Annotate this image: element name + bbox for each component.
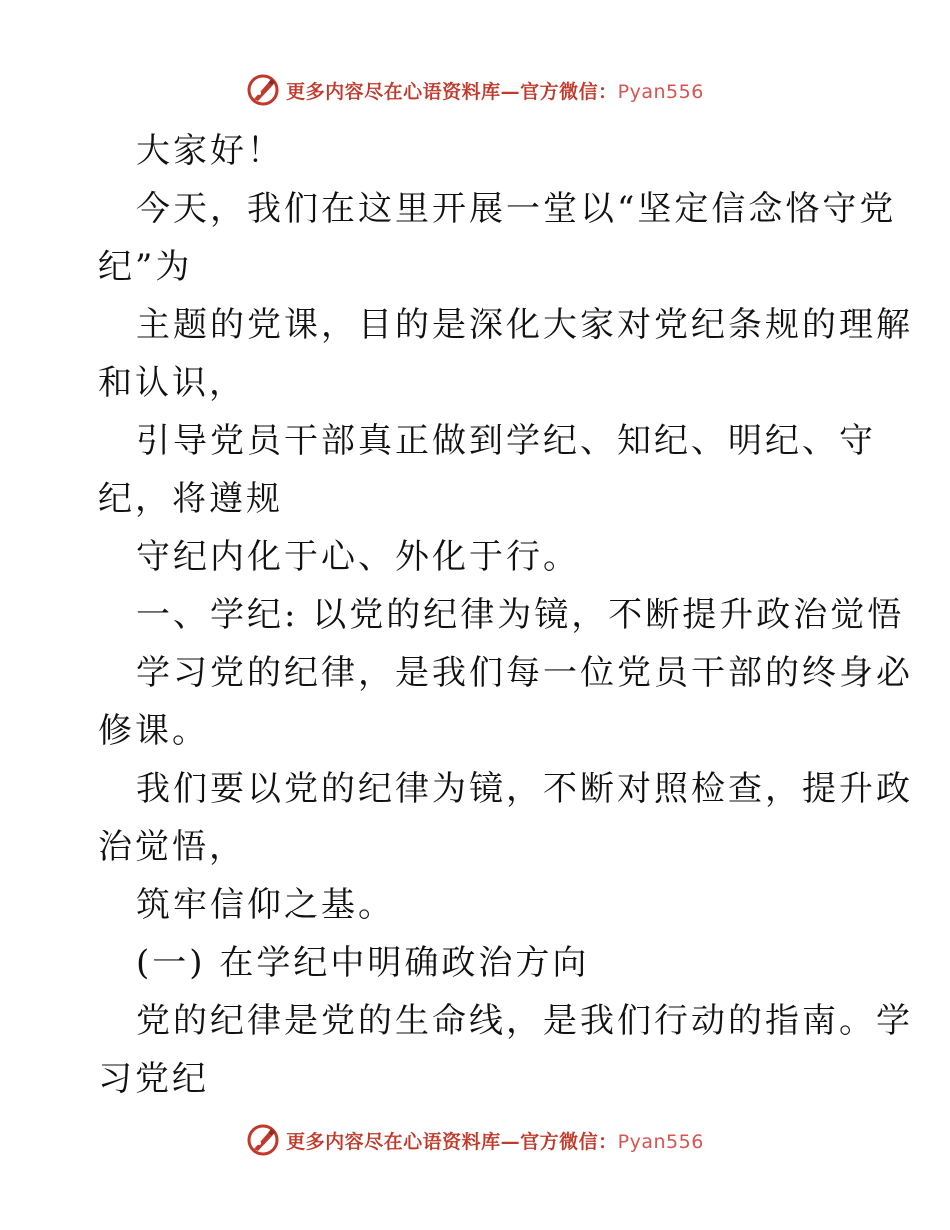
text-line: 党的纪律是党的生命线，是我们行动的指南。学: [136, 1001, 913, 1041]
pen-logo-icon: [246, 73, 280, 107]
text-line: 和认识，: [98, 363, 246, 403]
watermark-id: Pyan556: [617, 1130, 704, 1153]
watermark-id: Pyan556: [617, 80, 704, 103]
document-body: [98, 122, 913, 1108]
pen-logo-icon: [246, 1123, 280, 1157]
watermark-text: 更多内容尽在心语资料库—官方微信：: [286, 80, 618, 103]
text-line: 筑牢信仰之基。: [136, 885, 395, 925]
text-line: 修课。: [98, 711, 209, 751]
watermark-text: 更多内容尽在心语资料库—官方微信：: [286, 1130, 618, 1153]
text-line: 治觉悟，: [98, 827, 246, 867]
text-line: 大家好！: [136, 131, 284, 171]
text-line: 一、学纪: 以党的纪律为镜，不断提升政治觉悟: [136, 595, 905, 635]
text-line: 我们要以党的纪律为镜，不断对照检查，提升政: [136, 769, 913, 809]
text-line: 习党纪: [98, 1059, 209, 1099]
footer-watermark: [0, 1120, 950, 1160]
text-line: 学习党的纪律，是我们每一位党员干部的终身必: [136, 653, 913, 693]
text-line: (一) 在学纪中明确政治方向: [136, 943, 590, 983]
text-line: 主题的党课，目的是深化大家对党纪条规的理解: [136, 305, 913, 345]
text-line: 纪，将遵规: [98, 479, 283, 519]
text-line: 引导党员干部真正做到学纪、知纪、明纪、守: [136, 421, 876, 461]
text-line: 今天，我们在这里开展一堂以“坚定信念恪守党: [136, 189, 897, 229]
header-watermark: [0, 70, 950, 110]
text-line: 守纪内化于心、外化于行。: [136, 537, 580, 577]
text-line: 纪”为: [98, 247, 193, 287]
